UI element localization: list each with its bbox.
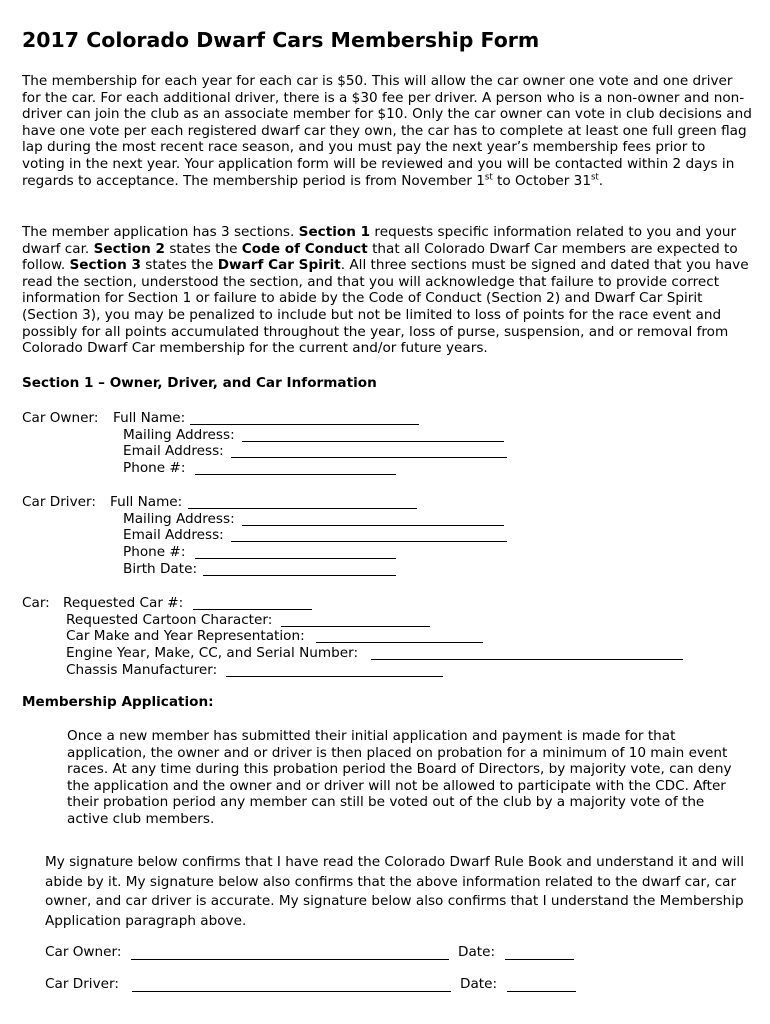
sig-owner-field[interactable] bbox=[131, 959, 449, 960]
owner-fullname-label: Full Name: bbox=[113, 410, 186, 426]
owner-phone-label: Phone #: bbox=[123, 460, 186, 476]
driver-email-field[interactable] bbox=[231, 541, 507, 542]
section1-heading: Section 1 – Owner, Driver, and Car Information bbox=[22, 375, 377, 391]
driver-phone-label: Phone #: bbox=[123, 544, 186, 560]
car-label: Car: bbox=[22, 595, 50, 611]
driver-birthdate-label: Birth Date: bbox=[123, 561, 198, 577]
driver-mailing-label: Mailing Address: bbox=[123, 511, 235, 527]
car-engine-label: Engine Year, Make, CC, and Serial Number: bbox=[66, 645, 359, 661]
membership-body: Once a new member has submitted their initial application and payment is made for that application, the owner and or driver is then placed on probation for a minimum of 10 main event races. At any time during this probation period the Board of Directors, by majority vote, can deny the application and the owner and or driver will not be allowed to participate with the CDC. After their probation period any member can still be voted out of the club by a majority vote of the active club members. bbox=[67, 728, 732, 827]
car-cartoon-field[interactable] bbox=[281, 626, 430, 627]
membership-heading: Membership Application: bbox=[22, 694, 214, 710]
signature-confirmation: My signature below confirms that I have read the Colorado Dwarf Rule Book and understand it and will abide by it. My signature below also confirms that the above information related to the dwarf car, car owner, and car driver is accurate. My signature below also confirms that I understand the Membership Application paragraph above. bbox=[45, 854, 744, 929]
sig-owner-date-field[interactable] bbox=[505, 959, 574, 960]
driver-mailing-field[interactable] bbox=[242, 525, 504, 526]
car-cartoon-label: Requested Cartoon Character: bbox=[66, 612, 273, 628]
sig-owner-label: Car Owner: bbox=[45, 944, 122, 960]
driver-fullname-label: Full Name: bbox=[110, 494, 183, 510]
driver-fullname-field[interactable] bbox=[188, 508, 417, 509]
car-number-field[interactable] bbox=[193, 609, 312, 610]
sections-paragraph: The member application has 3 sections. Section 1 requests specific information related to you and your dwarf car. Section 2 states the Code of Conduct that all Colorado Dwarf Car members are expected to follow. Section 3 states the Dwarf Car Spirit. All three sections must be signed and dated that you have read the section, understood the section, and that you will acknowledge that failure to provide correct information for Section 1 or failure to abide by the Code of Conduct (Section 2) and Dwarf Car Spirit (Section 3), you may be penalized to include but not be limited to loss of points for the race event and possibly for all points accumulated throughout the year, loss of purse, suspension, and or removal from Colorado Dwarf Car membership for the current and/or future years. bbox=[22, 224, 749, 357]
driver-email-label: Email Address: bbox=[123, 527, 224, 543]
owner-fullname-field[interactable] bbox=[190, 424, 419, 425]
driver-label: Car Driver: bbox=[22, 494, 96, 510]
car-make-label: Car Make and Year Representation: bbox=[66, 628, 305, 644]
sig-driver-date-label: Date: bbox=[460, 976, 498, 992]
car-chassis-label: Chassis Manufacturer: bbox=[66, 662, 218, 678]
owner-phone-field[interactable] bbox=[195, 474, 396, 475]
driver-phone-field[interactable] bbox=[195, 558, 396, 559]
sig-driver-field[interactable] bbox=[132, 991, 451, 992]
sig-driver-date-field[interactable] bbox=[507, 991, 576, 992]
sig-owner-date-label: Date: bbox=[458, 944, 496, 960]
driver-birthdate-field[interactable] bbox=[203, 575, 396, 576]
page-title: 2017 Colorado Dwarf Cars Membership Form bbox=[22, 28, 540, 52]
car-number-label: Requested Car #: bbox=[63, 595, 184, 611]
owner-email-field[interactable] bbox=[231, 457, 507, 458]
car-engine-field[interactable] bbox=[371, 659, 683, 660]
owner-mailing-field[interactable] bbox=[242, 441, 504, 442]
owner-mailing-label: Mailing Address: bbox=[123, 427, 235, 443]
car-make-field[interactable] bbox=[316, 642, 483, 643]
intro-paragraph: The membership for each year for each car is $50. This will allow the car owner one vote and one driver for the car. For each additional driver, there is a $30 fee per driver. A person who is a non-owner and non-driver can join the club as an associate member for $10. Only the car owner can vote in club decisions and have one vote per each registered dwarf car they own, the car has to complete at least one full green flag lap during the most recent race season, and you must pay the next year’s membership fees prior to voting in the next year. Your application form will be reviewed and you will be contacted within 2 days in regards to acceptance. The membership period is from November 1st to October 31st. bbox=[22, 73, 752, 189]
owner-label: Car Owner: bbox=[22, 410, 99, 426]
car-chassis-field[interactable] bbox=[226, 676, 443, 677]
sig-driver-label: Car Driver: bbox=[45, 976, 119, 992]
owner-email-label: Email Address: bbox=[123, 443, 224, 459]
